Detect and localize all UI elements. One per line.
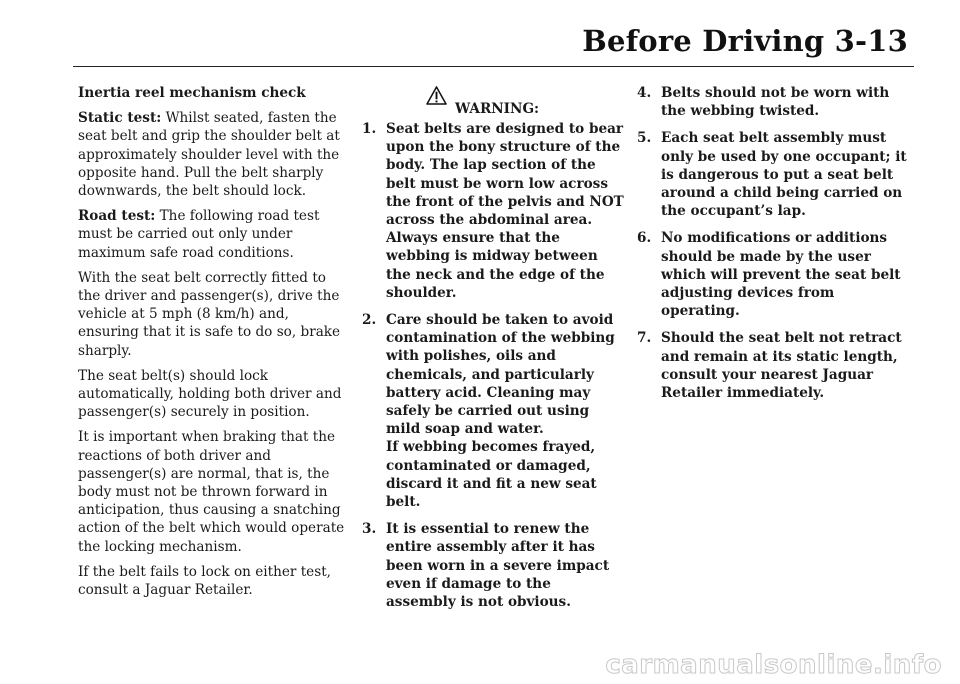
item-number: 4. (637, 85, 652, 101)
road-test-text: The following road test must be carried out only under maximum safe road conditions. (78, 208, 320, 261)
warning-list-part2 (637, 84, 915, 402)
item-number: 1. (362, 121, 377, 137)
column-warning-continued (637, 84, 915, 411)
item-text: It is essential to renew the entire assembly after it has been worn in a severe impact even if damage to the assembly is not obvious. (386, 521, 610, 611)
column-warning (362, 84, 624, 620)
warning-list-part1 (362, 120, 624, 611)
item-text: No modifications or additions should be made by the user which will prevent the seat belt adjusting devices from operating. (661, 230, 901, 320)
warning-triangle-icon (426, 86, 447, 105)
watermark: carmanualsonline.info (605, 650, 942, 680)
warning-item (362, 120, 624, 302)
warning-item (637, 129, 915, 220)
item-number: 3. (362, 521, 377, 538)
road-test-label: Road test: (78, 208, 156, 225)
column-inertia-check (78, 84, 348, 606)
item-text: Belts should not be worn with the webbing twisted. (661, 85, 890, 120)
warning-item (637, 84, 915, 120)
paragraph-lock-automatic: The seat belt(s) should lock automatically, holding both driver and passenger(s) securely in position. (78, 367, 342, 421)
page-header-title: Before Driving 3-13 (582, 24, 908, 58)
section-heading: Inertia reel mechanism check (78, 85, 306, 101)
static-test-text: Whilst seated, fasten the seat belt and grip the shoulder belt at approximately shoulder level with the opposite hand. Pull the belt sharply downwards, the belt should lock. (78, 110, 340, 200)
static-test-label: Static test: (78, 110, 162, 127)
warning-item (637, 329, 915, 402)
warning-item (637, 229, 915, 320)
item-text: Each seat belt assembly must only be used by one occupant; it is dangerous to put a seat belt around a child being carried on the occupant’s lap. (661, 130, 907, 220)
item-text: Should the seat belt not retract and remain at its static length, consult your nearest Jaguar Retailer immediately. (661, 330, 902, 402)
item-text: Care should be taken to avoid contamination of the webbing with polishes, oils and chemicals, and particularly battery acid. Cleaning may safely be carried out using mild soap and water. If webbing becomes frayed, contaminated or damaged, discard it and fit a new seat belt. (386, 312, 615, 511)
static-test-paragraph (78, 109, 348, 200)
item-number: 2. (362, 312, 377, 329)
paragraph-drive-brake: With the seat belt correctly fitted to the driver and passenger(s), drive the vehicle at 5 mph (8 km/h) and, ensuring that it is safe to do so, brake sharply. (78, 269, 341, 359)
item-number: 5. (637, 130, 652, 147)
header-rule (73, 66, 914, 67)
warning-item (362, 311, 624, 511)
warning-item (362, 520, 624, 611)
paragraph-braking-reactions: It is important when braking that the reactions of both driver and passenger(s) are normal, that is, the body must not be thrown forward in anticipation, thus causing a snatching action of the belt which would operate the locking mechanism. (78, 429, 345, 555)
warning-label: WARNING: (455, 101, 540, 117)
road-test-paragraph (78, 207, 348, 262)
item-number: 6. (637, 230, 652, 247)
warning-heading (362, 98, 624, 120)
item-number: 7. (637, 330, 652, 347)
paragraph-consult-retailer: If the belt fails to lock on either test, consult a Jaguar Retailer. (78, 563, 331, 599)
item-text: Seat belts are designed to bear upon the bony structure of the body. The lap section of the belt must be worn low across the front of the pelvis and NOT across the abdominal area. Always ensure that the webbing is midway between the neck and the edge of the shoulder. (386, 121, 624, 301)
